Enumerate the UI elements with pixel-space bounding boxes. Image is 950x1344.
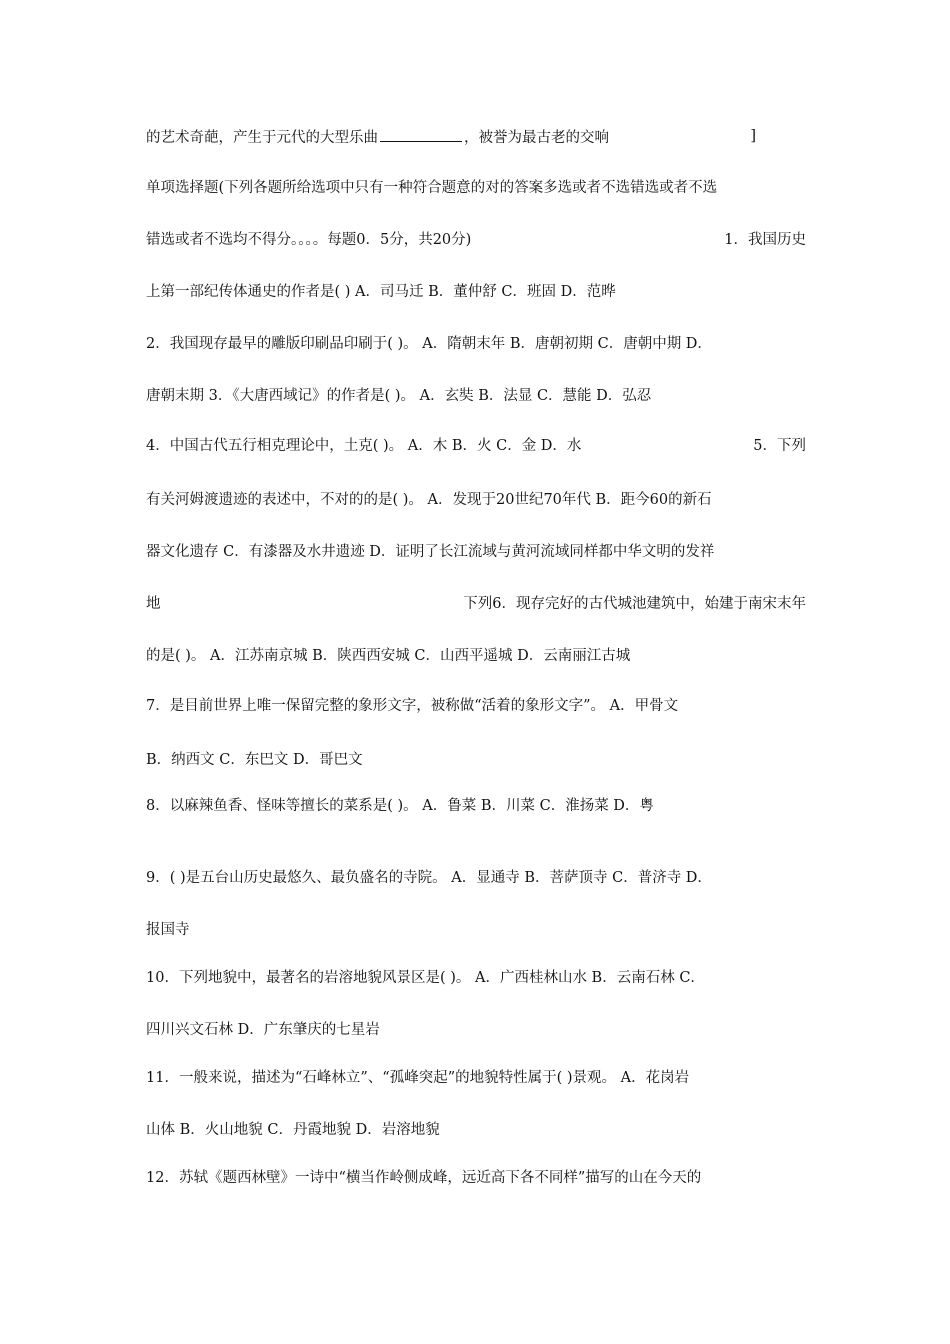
text-line [146, 594, 806, 614]
line-text: 四川兴文石林 D．广东肇庆的七星岩 [146, 1022, 380, 1038]
line-text: 上第一部纪传体通史的作者是( ) A．司马迁 B．董仲舒 C．班固 D．范晔 [146, 284, 616, 300]
text-line [146, 868, 806, 888]
line-text: 器文化遗存 C．有漆器及水井遗迹 D．证明了长江流域与黄河流域同样都中华文明的发祥 [146, 544, 715, 560]
line-text: 单项选择题(下列各题所给选项中只有一种符合题意的对的答案多选或者不选错选或者不选 [146, 180, 718, 196]
line-text: 的艺术奇葩，产生于元代的大型乐曲 [146, 130, 378, 146]
line-right-text: ] [750, 128, 756, 144]
text-line [146, 1020, 806, 1040]
text-line [146, 1068, 806, 1088]
line-text: 山体 B．火山地貌 C．丹霞地貌 D．岩溶地貌 [146, 1122, 440, 1138]
text-line [146, 334, 806, 354]
line-text: 10．下列地貌中，最著名的岩溶地貌风景区是( )。 A．广西桂林山水 B．云南石林 C． [146, 970, 705, 986]
line-text: 报国寺 [146, 922, 190, 938]
text-line [146, 490, 806, 510]
line-text: 的是( )。 A．江苏南京城 B．陕西西安城 C．山西平遥城 D．云南丽江古城 [146, 648, 631, 664]
text-line [146, 178, 806, 198]
text-line [146, 1120, 806, 1140]
line-right-text: 5．下列 [753, 438, 806, 454]
line-text: 11．一般来说，描述为“石峰林立”、“孤峰突起”的地貌特性属于( )景观。 A．花岗岩 [146, 1070, 690, 1086]
text-line [146, 126, 806, 148]
line-text: 12．苏轼《题西林壁》一诗中“横当作岭侧成峰，远近高下各不同样”描写的山在今天的 [146, 1170, 702, 1186]
text-line [146, 968, 806, 988]
line-right-text: 1．我国历史 [724, 232, 806, 248]
line-text: ，被誉为最古老的交响 [464, 130, 609, 146]
text-line [146, 542, 806, 562]
text-line [146, 696, 806, 716]
text-line [146, 750, 806, 770]
line-right-text: 下列6．现存完好的古代城池建筑中，始建于南宋末年 [463, 596, 806, 612]
line-text: 2．我国现存最早的雕版印刷品印刷于( )。 A．隋朝末年 B．唐朝初期 C．唐朝中期 D． [146, 336, 712, 352]
line-text: 4．中国古代五行相克理论中，土克( )。 A．木 B．火 C．金 D．水 [146, 438, 582, 454]
line-text: 唐朝末期 3．《大唐西域记》的作者是( )。 A．玄奘 B．法显 C．慧能 D．弘忍 [146, 388, 652, 404]
line-text: 9．( )是五台山历史最悠久、最负盛名的寺院。 A．显通寺 B．菩萨顶寺 C．普济寺 D． [146, 870, 712, 886]
line-text: 7．是目前世界上唯一保留完整的象形文字，被称做“活着的象形文字”。 A．甲骨文 [146, 698, 679, 714]
text-line [146, 920, 806, 940]
text-line [146, 282, 806, 302]
text-line [146, 436, 806, 456]
line-text: 8．以麻辣鱼香、怪味等擅长的菜系是( )。 A．鲁菜 B．川菜 C．淮扬菜 D．粤 [146, 798, 654, 814]
text-line [146, 646, 806, 666]
text-line [146, 796, 806, 816]
line-text: 地 [146, 596, 161, 612]
fill-in-blank [380, 126, 462, 142]
line-text: 有关河姆渡遗迹的表述中，不对的的是( )。 A．发现于20世纪70年代 B．距今60的新石 [146, 492, 712, 508]
text-line [146, 386, 806, 406]
line-text: 错选或者不选均不得分。。。。每题0．5分，共20分) [146, 232, 472, 248]
text-line [146, 1168, 806, 1188]
line-text: B．纳西文 C．东巴文 D．哥巴文 [146, 752, 363, 768]
text-line [146, 230, 806, 250]
